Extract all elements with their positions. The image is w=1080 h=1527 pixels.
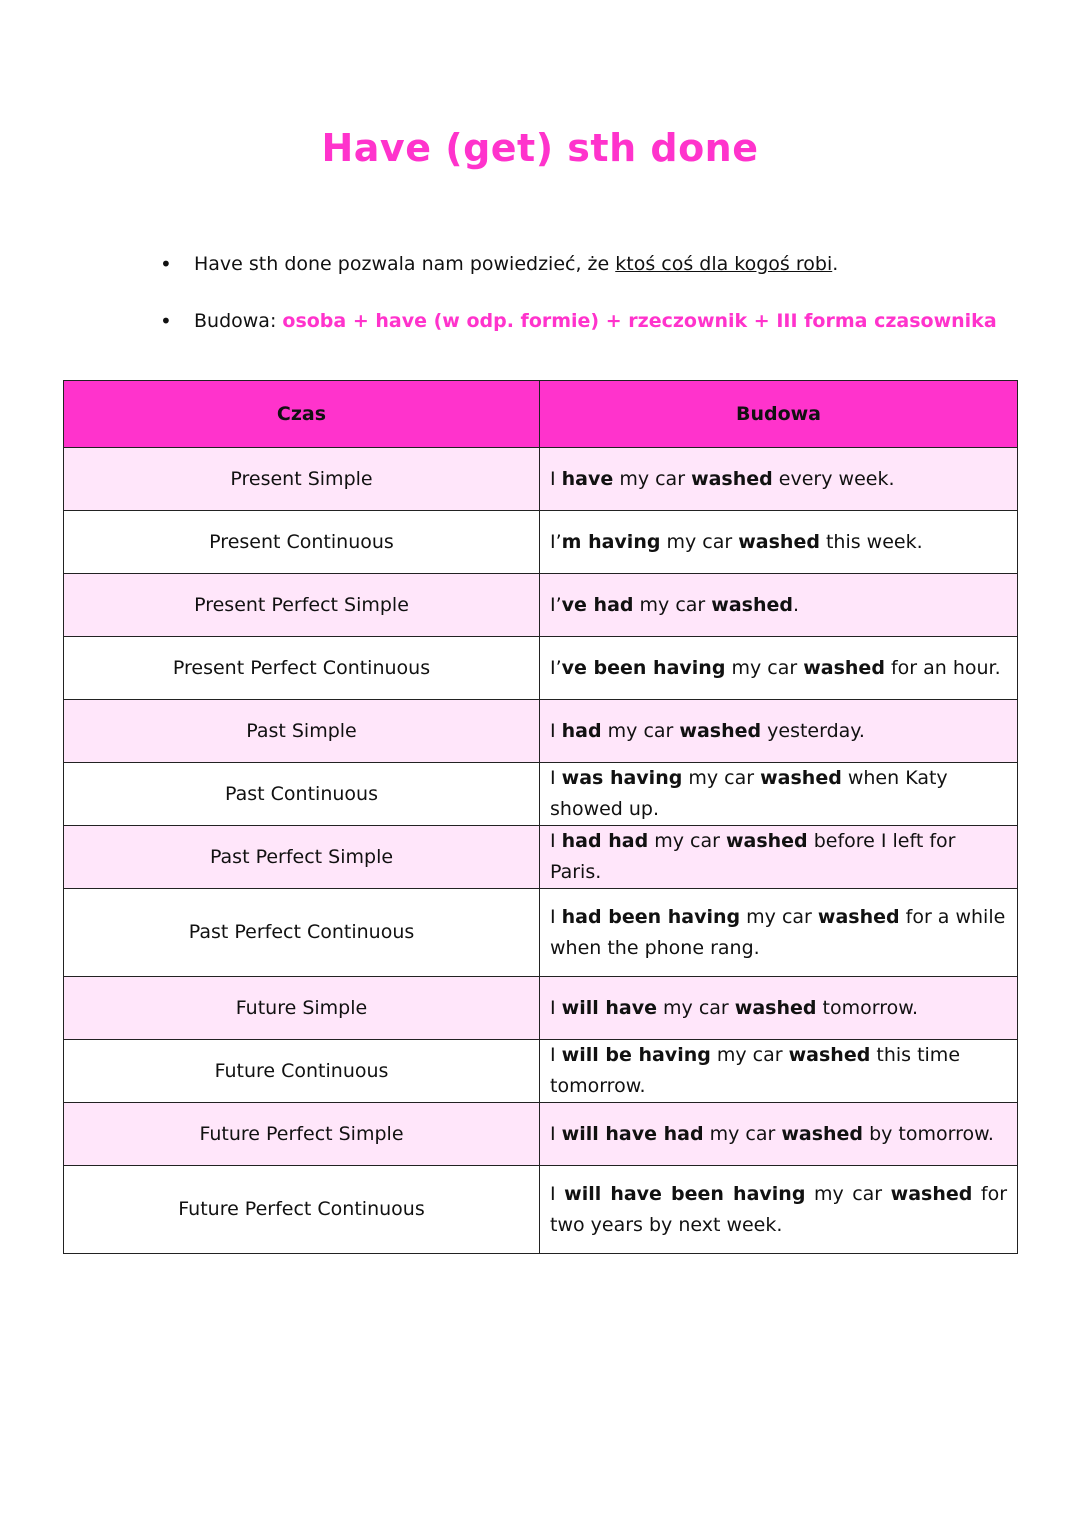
example-sentence: [540, 511, 1018, 574]
tense-name: Present Continuous: [64, 511, 540, 574]
header-czas: Czas: [64, 381, 540, 448]
tense-name: Present Perfect Simple: [64, 574, 540, 637]
example-sentence: [540, 763, 1018, 826]
header-budowa: Budowa: [540, 381, 1018, 448]
example-keyword: washed: [890, 1182, 973, 1205]
example-keyword: washed: [760, 767, 842, 789]
tense-name: Past Perfect Simple: [64, 826, 540, 889]
example-keyword: ve been having: [561, 656, 726, 679]
example-sentence: [540, 826, 1018, 889]
example-text: I: [550, 996, 562, 1019]
structure-formula: osoba + have (w odp. formie) + rzeczownik + III forma czasownika: [282, 310, 997, 332]
tense-name: Future Perfect Continuous: [64, 1166, 540, 1254]
example-text: my car: [740, 905, 818, 928]
example-text: my car: [633, 593, 712, 616]
example-text: when Katy showed up.: [550, 767, 948, 820]
table-row: [64, 763, 1018, 826]
example-keyword: washed: [803, 656, 885, 679]
example-keyword: had had: [561, 830, 649, 852]
example-keyword: washed: [781, 1122, 864, 1145]
example-sentence: [540, 637, 1018, 700]
example-keyword: have: [561, 467, 614, 490]
example-keyword: washed: [679, 719, 762, 742]
example-sentence: [540, 700, 1018, 763]
example-sentence: [540, 1166, 1018, 1254]
example-keyword: will have had: [561, 1122, 704, 1145]
bullet-list: [160, 250, 997, 335]
example-keyword: had been having: [561, 905, 741, 928]
tense-name: Future Perfect Simple: [64, 1103, 540, 1166]
example-keyword: ve had: [561, 593, 634, 616]
example-keyword: washed: [691, 467, 773, 490]
example-sentence: [540, 1103, 1018, 1166]
example-text: my car: [805, 1182, 891, 1205]
table-row: [64, 826, 1018, 889]
example-keyword: washed: [788, 1044, 871, 1066]
example-keyword: m having: [561, 530, 661, 553]
example-text: my car: [682, 767, 761, 789]
tense-name: Future Continuous: [64, 1040, 540, 1103]
example-sentence: [540, 977, 1018, 1040]
tense-name: Present Perfect Continuous: [64, 637, 540, 700]
example-text: this time tomorrow.: [550, 1044, 961, 1097]
table-body: [64, 448, 1018, 1254]
table-row: [64, 574, 1018, 637]
table-row: [64, 448, 1018, 511]
table-row: [64, 889, 1018, 977]
example-text: yesterday.: [761, 719, 865, 742]
example-text: my car: [660, 530, 739, 553]
example-keyword: had: [561, 719, 602, 742]
table-row: [64, 1103, 1018, 1166]
example-text: my car: [710, 1044, 789, 1066]
example-text: I’: [550, 593, 562, 616]
example-keyword: washed: [817, 905, 900, 928]
example-text: tomorrow.: [816, 996, 919, 1019]
table-header-row: [64, 381, 1018, 448]
example-text: my car: [613, 467, 692, 490]
tense-name: Past Continuous: [64, 763, 540, 826]
example-text: I: [550, 1122, 562, 1145]
table-row: [64, 1166, 1018, 1254]
structure-label: Budowa:: [194, 310, 283, 332]
example-sentence: [540, 448, 1018, 511]
example-text: my car: [725, 656, 804, 679]
example-text: for a while when the phone rang.: [550, 905, 1006, 959]
table-row: [64, 1040, 1018, 1103]
example-keyword: washed: [734, 996, 817, 1019]
tense-name: Past Perfect Continuous: [64, 889, 540, 977]
bullet-definition: [160, 250, 997, 278]
example-text: for an hour.: [884, 656, 1001, 679]
example-sentence: [540, 574, 1018, 637]
tense-name: Present Simple: [64, 448, 540, 511]
example-text: .: [792, 593, 800, 616]
example-keyword: was having: [561, 767, 683, 789]
example-keyword: washed: [738, 530, 820, 553]
example-text: every week.: [772, 467, 895, 490]
example-text: my car: [656, 996, 735, 1019]
example-keyword: washed: [711, 593, 793, 616]
example-text: my car: [703, 1122, 782, 1145]
example-text: I: [550, 1182, 565, 1205]
tense-name: Past Simple: [64, 700, 540, 763]
tense-name: Future Simple: [64, 977, 540, 1040]
tense-table: [63, 380, 1018, 1254]
table-row: [64, 977, 1018, 1040]
example-text: for two years by next week.: [550, 1182, 1008, 1236]
example-keyword: will have been having: [564, 1182, 806, 1205]
example-keyword: will be having: [561, 1044, 711, 1066]
example-text: this week.: [819, 530, 923, 553]
example-text: I: [550, 467, 562, 490]
example-text: I: [550, 830, 562, 852]
example-keyword: washed: [725, 830, 808, 852]
example-text: I’: [550, 530, 562, 553]
example-sentence: [540, 1040, 1018, 1103]
example-text: my car: [601, 719, 680, 742]
example-text: I: [550, 767, 562, 789]
example-text: I: [550, 1044, 562, 1066]
definition-end: .: [832, 253, 839, 275]
table-row: [64, 700, 1018, 763]
table-row: [64, 511, 1018, 574]
example-text: before I left for Paris.: [550, 830, 956, 883]
table-row: [64, 637, 1018, 700]
example-text: I’: [550, 656, 562, 679]
bullet-structure: [160, 307, 997, 335]
example-text: my car: [648, 830, 726, 852]
page-title: Have (get) sth done: [321, 126, 759, 170]
example-keyword: will have: [561, 996, 657, 1019]
definition-text: Have sth done pozwala nam powiedzieć, że: [194, 253, 616, 275]
example-sentence: [540, 889, 1018, 977]
example-text: I: [550, 905, 562, 928]
example-text: by tomorrow.: [863, 1122, 994, 1145]
definition-underlined: ktoś coś dla kogoś robi: [615, 253, 833, 275]
example-text: I: [550, 719, 562, 742]
